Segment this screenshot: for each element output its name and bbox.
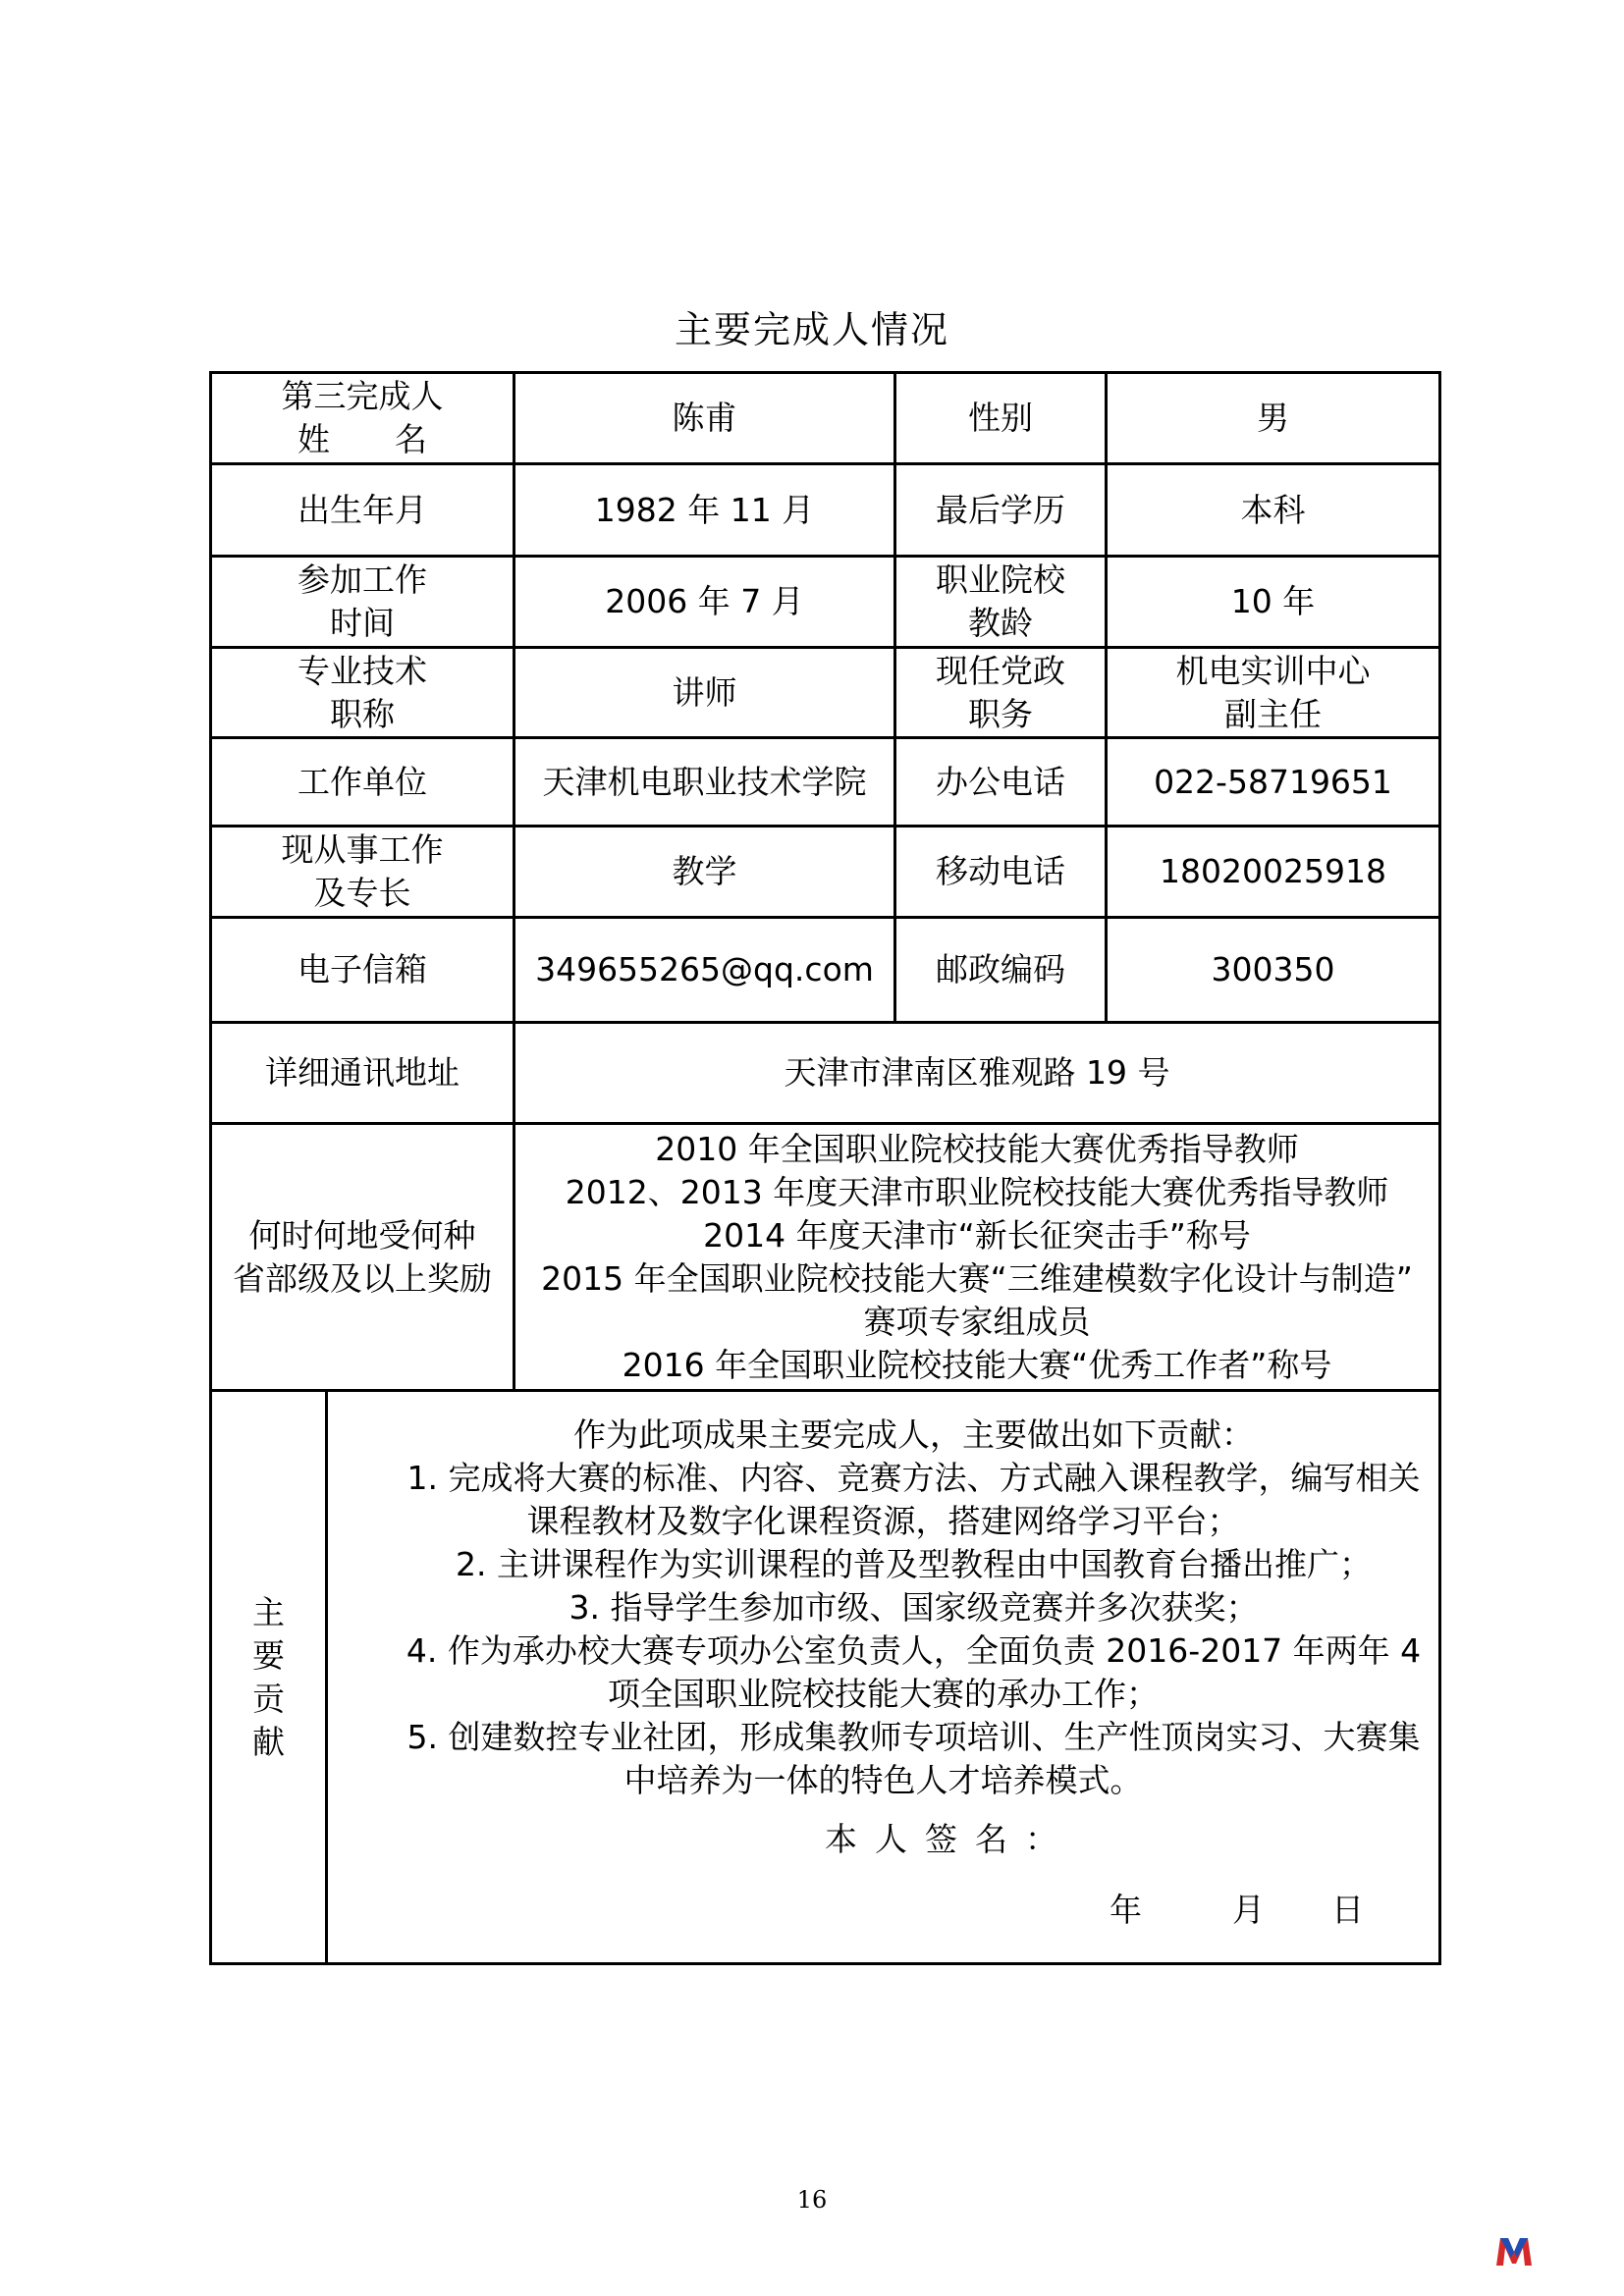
date-month: 月 [1232,1890,1265,1929]
work-start-label: 参加工作 时间 [211,557,514,648]
birth-value: 1982 年 11 月 [514,464,895,557]
page-title: 主要完成人情况 [674,308,949,351]
date-year: 年 [1110,1890,1142,1929]
tech-title-label: 专业技术 职称 [211,648,514,738]
mobile-label: 移动电话 [895,827,1107,918]
contrib-item: 2. 主讲课程作为实训课程的普及型教程由中国教育台播出推广； [456,1544,1372,1583]
teaching-years-label: 职业院校 教龄 [895,557,1107,648]
contrib-item: 3. 指导学生参加市级、国家级竞赛并多次获奖； [568,1587,1259,1627]
address-label: 详细通讯地址 [211,1023,514,1124]
awards-list [514,1124,1440,1391]
date-day: 日 [1331,1890,1364,1929]
award-item: 2012、2013 年度天津市职业院校技能大赛优秀指导教师 [565,1172,1389,1211]
award-item: 2014 年度天津市“新长征突击手”称号 [703,1215,1251,1255]
contrib-content [327,1391,1440,1964]
email-value: 349655265@qq.com [514,918,895,1023]
postcode-value: 300350 [1107,918,1440,1023]
mobile-value: 18020025918 [1107,827,1440,918]
tech-title-value: 讲师 [514,648,895,738]
email-label: 电子信箱 [211,918,514,1023]
employer-value: 天津机电职业技术学院 [514,738,895,827]
address-value: 天津市津南区雅观路 19 号 [514,1023,1440,1124]
signature-label: 本人签名： [825,1819,1075,1858]
award-item: 2016 年全国职业院校技能大赛“优秀工作者”称号 [622,1345,1332,1384]
name-label: 第三完成人 姓 名 [211,373,514,464]
award-item: 2010 年全国职业院校技能大赛优秀指导教师 [655,1129,1299,1168]
current-work-label: 现从事工作 及专长 [211,827,514,918]
award-item: 2015 年全国职业院校技能大赛“三维建模数字化设计与制造” [541,1258,1413,1298]
page-number: 16 [796,2186,828,2214]
watermark-m-logo-icon [1494,2234,1534,2268]
contrib-label: 主 要 贡 献 [211,1391,327,1964]
teaching-years-value: 10 年 [1107,557,1440,648]
position-value: 机电实训中心 副主任 [1107,648,1440,738]
contrib-item: 4. 作为承办校大赛专项办公室负责人，全面负责 2016-2017 年两年 4 项全国职业院校技能大赛的承办工作； [406,1630,1422,1713]
contrib-item: 1. 完成将大赛的标准、内容、竞赛方法、方式融入课程教学，编写相关课程教材及数字化课程资源，搭建网络学习平台； [406,1458,1421,1540]
contrib-intro: 作为此项成果主要完成人，主要做出如下贡献： [573,1415,1254,1454]
current-work-value: 教学 [514,827,895,918]
gender-label: 性别 [895,373,1107,464]
person-info-table [209,371,1441,1965]
office-phone-value: 022-58719651 [1107,738,1440,827]
awards-label: 何时何地受何种 省部级及以上奖励 [211,1124,514,1391]
name-value: 陈甫 [514,373,895,464]
employer-label: 工作单位 [211,738,514,827]
education-value: 本科 [1107,464,1440,557]
contrib-item: 5. 创建数控专业社团，形成集教师专项培训、生产性顶岗实习、大赛集中培养为一体的特色人才培养模式。 [406,1717,1421,1799]
education-label: 最后学历 [895,464,1107,557]
gender-value: 男 [1107,373,1440,464]
postcode-label: 邮政编码 [895,918,1107,1023]
birth-label: 出生年月 [211,464,514,557]
office-phone-label: 办公电话 [895,738,1107,827]
signature-date [334,1889,1433,1932]
work-start-value: 2006 年 7 月 [514,557,895,648]
position-label: 现任党政 职务 [895,648,1107,738]
award-item: 赛项专家组成员 [863,1302,1091,1341]
